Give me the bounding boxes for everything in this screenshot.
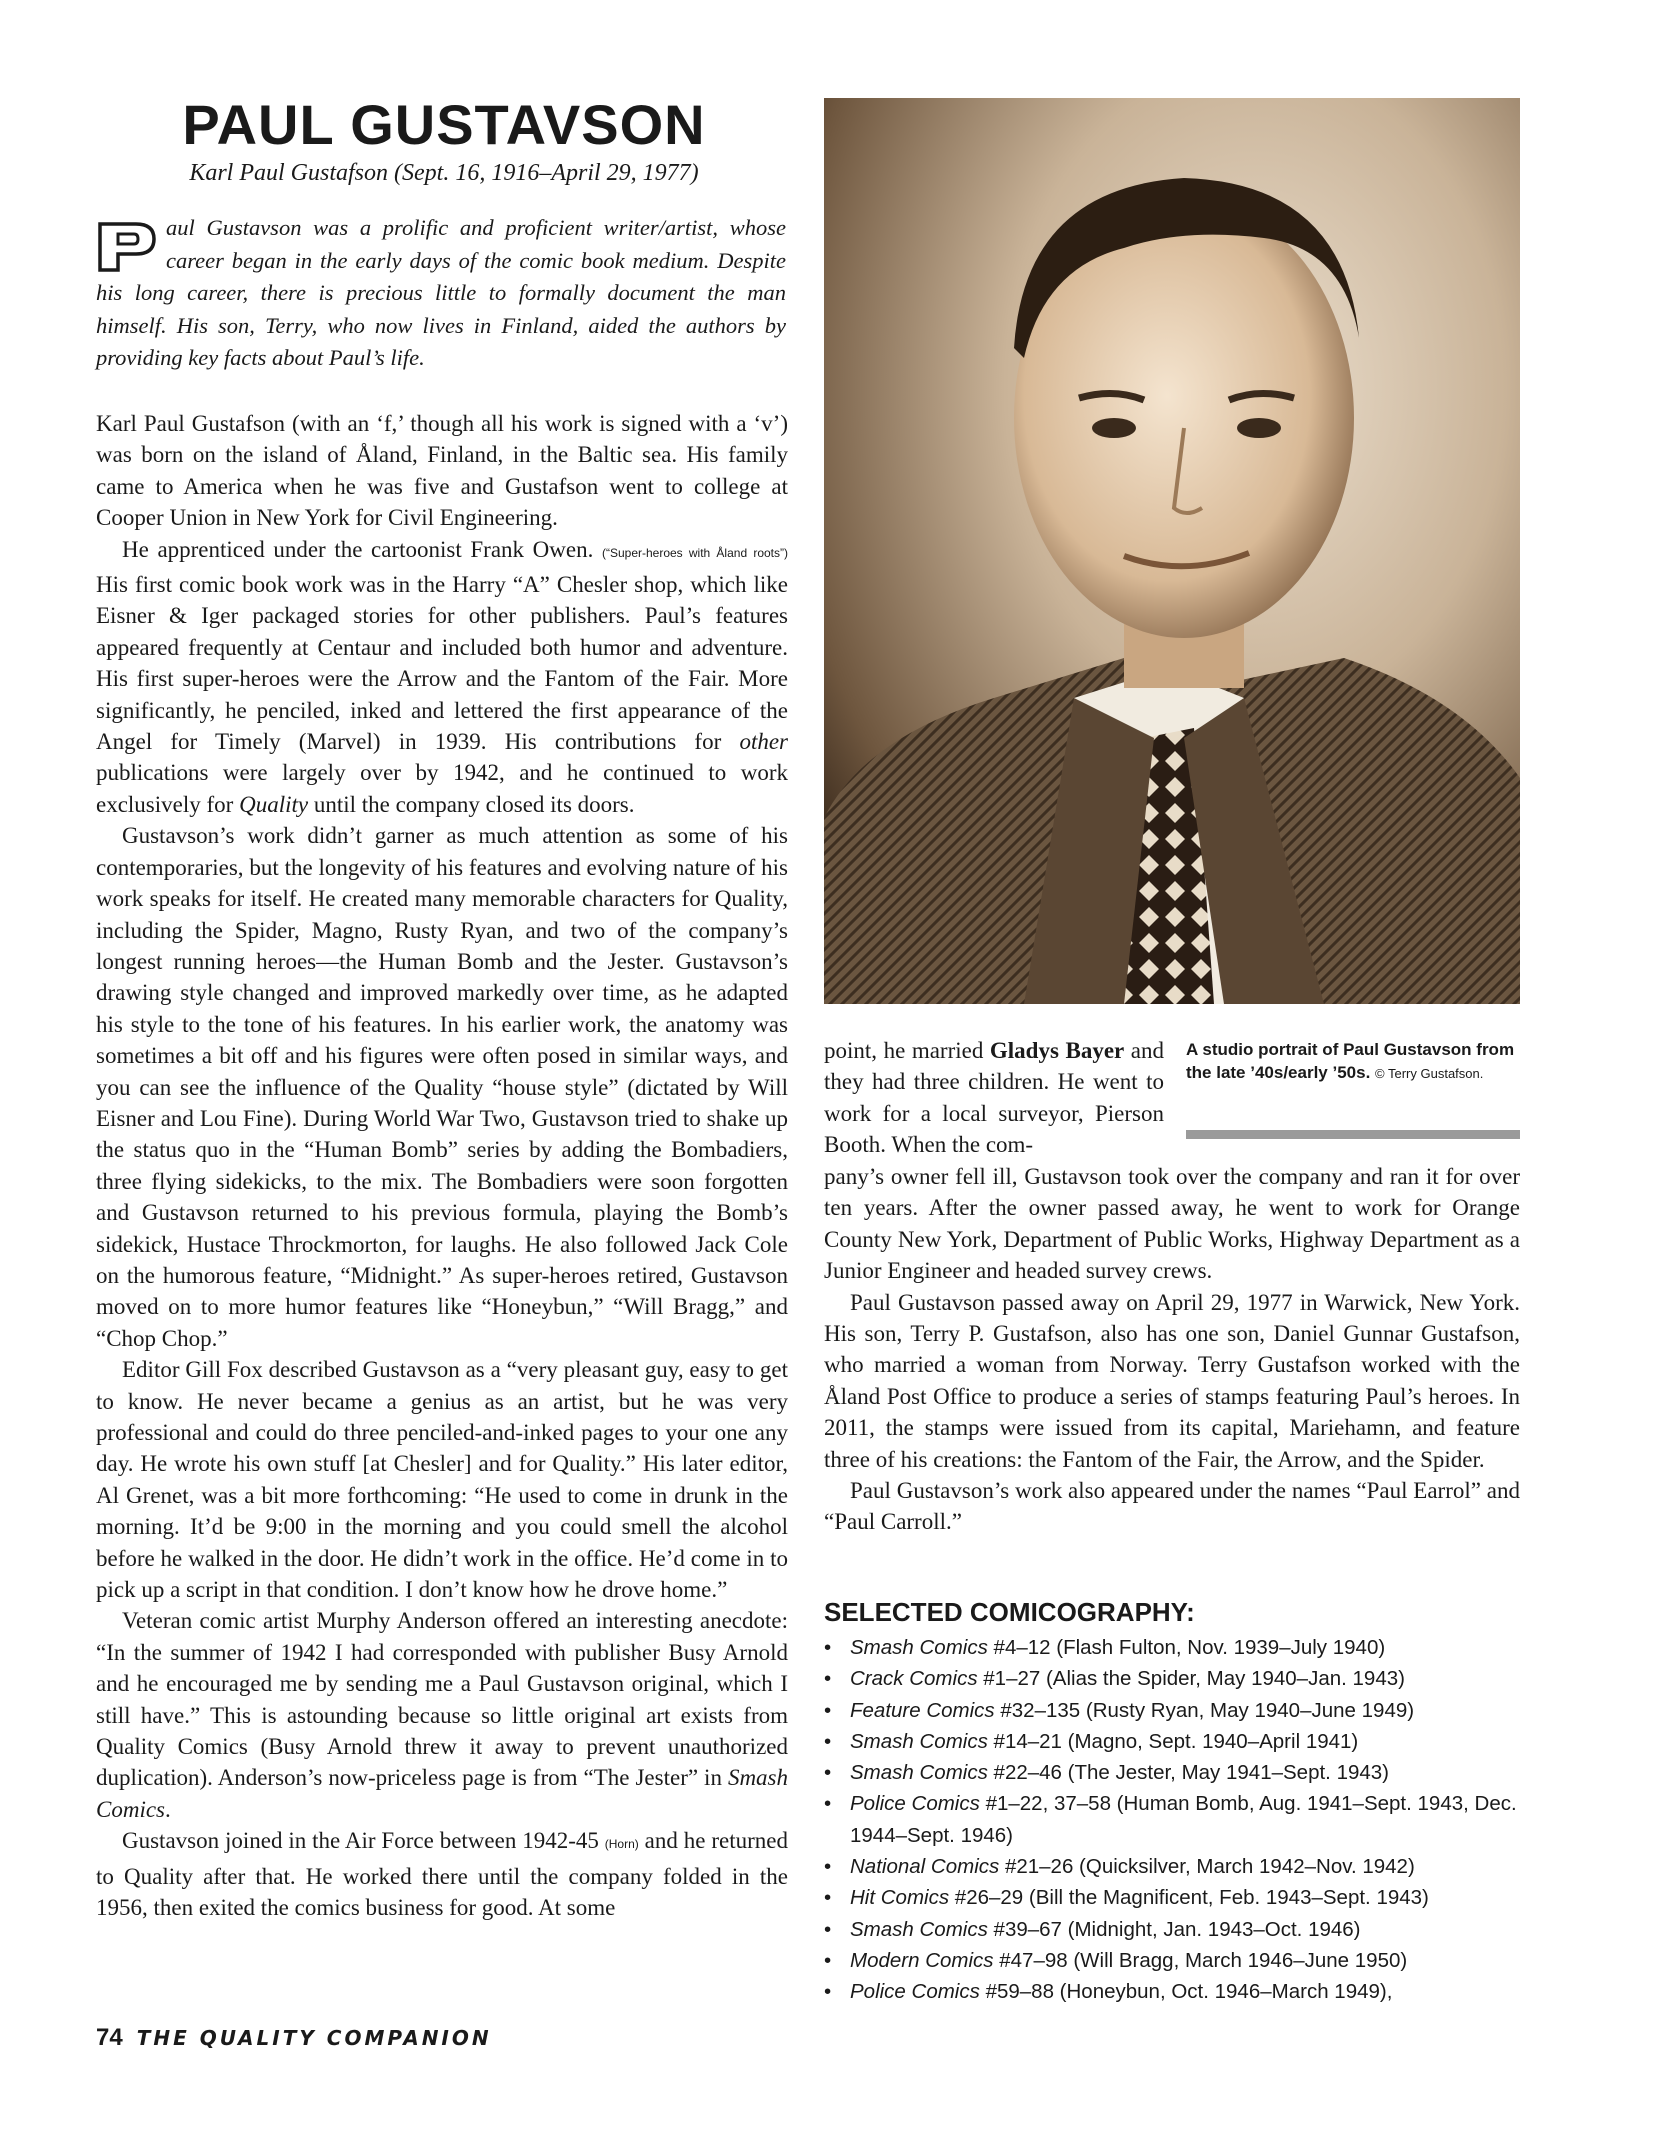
comic-title: National Comics (850, 1855, 1000, 1879)
emphasis: Quality (239, 791, 309, 817)
comic-title: Police Comics (850, 1792, 980, 1816)
body-paragraph (824, 1035, 1164, 1161)
comic-detail: #59–88 (Honeybun, Oct. 1946–March 1949), (979, 1980, 1393, 2004)
comic-detail: #39–67 (Midnight, Jan. 1943–Oct. 1946) (987, 1917, 1361, 1941)
portrait-photo (824, 98, 1520, 1004)
comic-title: Smash Comics (850, 1761, 988, 1785)
text-run: Gustavson joined in the Air Force between 1942-45 (122, 1828, 605, 1854)
body-paragraph: Editor Gill Fox described Gustavson as a “very pleasant guy, easy to get to know. He never became a genius as an artist, but he was very professional and could do three penciled-and-inked pages to your one any day. He wrote his own stuff [at Chesler] and for Quality.” His later editor, Al Grenet, was a bit more forthcoming: “He used to come in drunk in the morning. It’d be 9:00 in the morning and you could smell the alcohol before he walked in the door. He didn’t work in the office. He’d come in to pick up a script in that condition. I don’t know how he drove home.” (96, 1357, 788, 1603)
body-paragraph: Paul Gustavson passed away on April 29, 1977 in Warwick, New York. His son, Terry P. Gustafson, also has one son, Daniel Gunnar Gustafson, who married a woman from Norway. Terry Gustafson worked with the Åland Post Office to produce a series of stamps featuring Paul’s heroes. In 2011, the stamps were issued from its capital, Mariehamn, and feature three of his creations: the Fantom of the Fair, the Arrow, and the Spider. (824, 1289, 1520, 1472)
publication-title: THE QUALITY COMPANION (136, 2026, 492, 2050)
comicography-item (824, 1632, 1524, 1663)
comic-title: Smash Comics (850, 1636, 988, 1659)
dropcap-letter (96, 220, 158, 274)
comic-detail: #22–46 (The Jester, May 1941–Sept. 1943) (987, 1761, 1389, 1785)
comicography-list (824, 1632, 1524, 2008)
comic-detail: #1–27 (Alias the Spider, May 1940–Jan. 1943) (977, 1667, 1405, 1691)
comicography-item (824, 1695, 1524, 1726)
text-run: until the company closed its doors. (308, 791, 635, 817)
body-paragraph: Karl Paul Gustafson (with an ‘f,’ though all his work is signed with a ‘v’) was born on the island of Åland, Finland, in the Baltic sea. His family came to America when he was five and Gustafson went to college at Cooper Union in New York for Civil Engineering. (96, 411, 788, 531)
text-run: and he returned to Quality after that. He worked there until the company folded in the 1956, then exited the comics business for good. At some (96, 1828, 788, 1921)
article-right-column-top (824, 1035, 1164, 1161)
body-paragraph: pany’s owner fell ill, Gustavson took over the company and ran it for over ten years. After the owner passed away, he went to work for Orange County New York, Department of Public Works, Highway Department as a Junior Engineer and headed survey crews. (824, 1164, 1520, 1284)
page-footer (96, 2024, 492, 2052)
comic-detail: #21–26 (Quicksilver, March 1942–Nov. 1942) (999, 1855, 1415, 1879)
comic-title: Police Comics (850, 1980, 980, 2004)
comic-detail: #4–12 (Flash Fulton, Nov. 1939–July 1940) (987, 1636, 1386, 1659)
body-paragraph (96, 1825, 788, 1923)
comic-detail: #14–21 (Magno, Sept. 1940–April 1941) (987, 1729, 1359, 1753)
comic-title: Hit Comics (850, 1886, 950, 1910)
page-number: 74 (96, 2024, 123, 2051)
article-right-column (824, 1161, 1520, 1538)
comicography-item (824, 1726, 1524, 1757)
caption-text: A studio portrait of Paul Gustavson from the late ’40s/early ’50s. (1186, 1040, 1515, 1082)
comic-detail: #1–22, 37–58 (Human Bomb, Aug. 1941–Sept. 1943, Dec. 1944–Sept. 1946) (850, 1792, 1517, 1847)
name-highlight: Gladys Bayer (989, 1038, 1125, 1063)
text-run: . (165, 1796, 171, 1822)
comicography-heading: SELECTED COMICOGRAPHY: (824, 1597, 1195, 1627)
body-paragraph: Gustavson’s work didn’t garner as much attention as some of his contemporaries, but the longevity of his features and evolving nature of his work speaks for itself. He created many memorable characters for Quality, including the Spider, Magno, Rusty Ryan, and two of the company’s longest running heroes—the Human Bomb and the Jester. Gustavson’s drawing style changed and improved markedly over time, as he adapted his style to the tone of his features. In his earlier work, the anatomy was sometimes a bit off and his figures were often posed in similar ways, and you can see the influence of the Quality “house style” (dictated by Will Eisner and Lou Fine). During World War Two, Gustavson tried to shake up the status quo in the “Human Bomb” series by adding the Bombadiers, three flying sidekicks, to the mix. The Bombadiers were soon forgotten and Gustavson returned to his previous formula, playing the Bomb’s sidekick, Hustace Throckmorton, for laughs. He also followed Jack Cole on the humorous feature, “Midnight.” As super-heroes retired, Gustavson moved on to more humor features like “Honeybun,” “Will Bragg,” and “Chop Chop.” (96, 823, 788, 1351)
photo-credit: © Terry Gustafson. (1375, 1066, 1484, 1081)
article-left-column (96, 408, 788, 1924)
comic-detail: #32–135 (Rusty Ryan, May 1940–June 1949) (994, 1698, 1415, 1722)
intro-text: aul Gustavson was a prolific and proficient writer/artist, whose career began in the early days of the comic book medium. Despite his long career, there is precious little to formally document the man himself. His son, Terry, who now lives in Finland, aided the authors by providing key facts about Paul’s life. (96, 215, 786, 370)
comic-title: Modern Comics (850, 1948, 994, 1972)
text-run: and they had three children. He went to work for a local surveyor, Pierson Booth. When the com- (824, 1038, 1164, 1158)
comicography-item (824, 1945, 1524, 1976)
text-run: point, he married (824, 1038, 990, 1063)
comicography-item (824, 1851, 1524, 1882)
emphasis: Smash Comics (96, 1765, 788, 1822)
caption-divider (1186, 1130, 1520, 1139)
photo-caption (1186, 1038, 1526, 1085)
comic-title: Smash Comics (850, 1729, 988, 1753)
comicography-item (824, 1757, 1524, 1788)
citation: (“Super-heroes with Åland roots”) (601, 545, 788, 560)
comicography-item (824, 1663, 1524, 1694)
comicography-item (824, 1788, 1524, 1851)
comic-title: Smash Comics (850, 1917, 988, 1941)
body-paragraph (96, 1605, 788, 1825)
body-paragraph (96, 534, 788, 821)
text-run: He apprenticed under the cartoonist Frank Owen. (122, 536, 602, 562)
comic-detail: #26–29 (Bill the Magnificent, Feb. 1943–Sept. 1943) (949, 1886, 1429, 1910)
comicography-item (824, 1914, 1524, 1945)
page-title: PAUL GUSTAVSON (182, 93, 706, 156)
text-run: Veteran comic artist Murphy Anderson offered an interesting anecdote: “In the summer of 1942 I had corresponded with publisher Busy Arnold and he encouraged me by sending me a Paul Gustavson original, which I still have.” This is astounding because so little original art exists from Quality Comics (Busy Arnold threw it away to prevent unauthorized duplication). Anderson’s now-priceless page is from “The Jester” in (96, 1608, 788, 1791)
emphasis: other (739, 729, 788, 755)
page-subtitle: Karl Paul Gustafson (Sept. 16, 1916–April 29, 1977) (189, 160, 699, 186)
comicography-item (824, 1976, 1524, 2007)
comic-title: Crack Comics (850, 1667, 978, 1691)
comicography-item (824, 1882, 1524, 1913)
intro-paragraph (96, 212, 786, 375)
citation: (Horn) (604, 1837, 639, 1852)
comic-title: Feature Comics (850, 1698, 995, 1722)
text-run: His first comic book work was in the Harry “A” Chesler shop, which like Eisner & Iger packaged stories for other publishers. Paul’s features appeared frequently at Centaur and included both humor and adventure. His first super-heroes were the Arrow and the Fantom of the Fair. More significantly, he penciled, inked and lettered the first appearance of the Angel for Timely (Marvel) in 1939. His contributions for (96, 572, 788, 755)
body-paragraph: Paul Gustavson’s work also appeared under the names “Paul Earrol” and “Paul Carroll.” (824, 1478, 1520, 1535)
comic-detail: #47–98 (Will Bragg, March 1946–June 1950) (993, 1948, 1408, 1972)
text-run: publications were largely over by 1942, and he continued to work exclusively for (96, 760, 788, 817)
